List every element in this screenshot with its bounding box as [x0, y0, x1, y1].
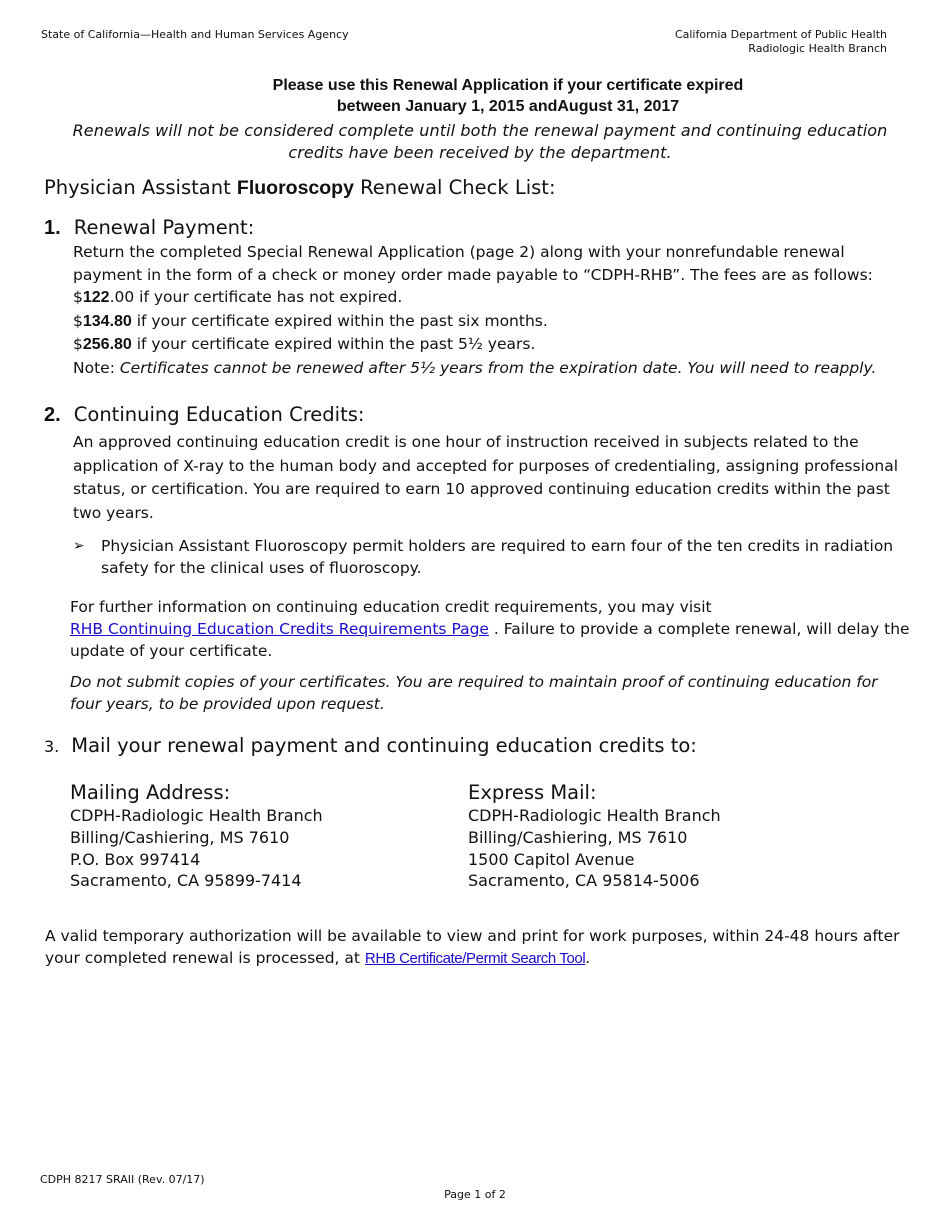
address-line: Sacramento, CA 95899-7414	[70, 871, 302, 891]
title-bold: Fluoroscopy	[236, 177, 354, 199]
section-1-title: Renewal Payment:	[73, 216, 255, 239]
fee-dollar: $	[73, 288, 83, 306]
fee-line	[73, 286, 913, 310]
further-info	[70, 596, 910, 662]
fee-line	[73, 333, 913, 357]
address-line: Sacramento, CA 95814-5006	[468, 871, 700, 891]
section-3-title: Mail your renewal payment and continuing education credits to:	[71, 734, 697, 757]
banner-line-1: Please use this Renewal Application if your certificate expired	[272, 77, 744, 94]
fee-line	[73, 310, 913, 334]
fee-amount: 134.80	[82, 312, 132, 330]
further-info-after: . Failure to provide a complete renewal, will delay the update of your certificate.	[70, 620, 910, 660]
permit-search-link[interactable]: RHB Certificate/Permit Search Tool	[364, 950, 586, 967]
fee-amount: 256.80	[82, 336, 132, 353]
section-2-body: An approved continuing education credit is one hour of instruction received in subjects related to the application of X-ray to the human body and accepted for purposes of credentialing, assigning professional status, or certification. You are required to earn 10 approved continuing education credits within the past two years.	[73, 433, 899, 522]
temp-text: A valid temporary authorization will be available to view and print for work purposes, within 24-48 hours after your completed renewal is processed, at	[45, 927, 900, 967]
form-number: CDPH 8217 SRAII (Rev. 07/17)	[40, 1173, 205, 1186]
agency-header: State of California—Health and Human Services Agency	[41, 28, 349, 41]
section-3-heading	[44, 733, 697, 760]
fee-text: if your certificate expired within the past six months.	[131, 311, 548, 330]
banner-line-2: between January 1, 2015 andAugust 31, 2017	[336, 98, 680, 115]
address-line: P.O. Box 997414	[70, 849, 201, 869]
address-line: 1500 Capitol Avenue	[468, 849, 635, 869]
title-suffix: Renewal Check List:	[353, 176, 556, 199]
express-mail-heading: Express Mail:	[468, 781, 597, 804]
bullet-text: Physician Assistant Fluoroscopy permit holders are required to earn four of the ten credits in radiation safety for the clinical uses of fluoroscopy.	[101, 537, 894, 577]
section-2-number: 2.	[44, 404, 61, 426]
ce-requirements-link[interactable]: RHB Continuing Education Credits Requirements Page	[70, 620, 489, 638]
section-2-title: Continuing Education Credits:	[73, 403, 365, 426]
department-name: California Department of Public Health	[674, 28, 887, 41]
fee-amount: 122	[82, 289, 110, 306]
fee-dollar: $	[73, 335, 83, 353]
temp-after: .	[585, 949, 591, 967]
express-mail-address	[468, 781, 848, 892]
payment-intro: Return the completed Special Renewal Application (page 2) along with your nonrefundable renewal payment in the form of a check or money order made payable to “CDPH-RHB”. The fees are as follows:	[73, 243, 873, 284]
completion-notice: Renewals will not be considered complete until both the renewal payment and continuing education credits have been received by the department.	[72, 121, 888, 162]
section-1-heading	[44, 214, 254, 243]
section-2-heading	[44, 401, 364, 430]
temporary-authorization	[45, 925, 915, 970]
further-info-rest	[70, 618, 910, 662]
address-line: Billing/Cashiering, MS 7610	[468, 827, 688, 847]
address-line: Billing/Cashiering, MS 7610	[70, 827, 290, 847]
address-line: CDPH-Radiologic Health Branch	[70, 806, 323, 825]
section-3-number: 3.	[44, 737, 60, 756]
mailing-address-heading: Mailing Address:	[70, 781, 231, 804]
arrow-bullet-icon: ➢	[73, 538, 85, 554]
fee-text: if your certificate has not expired.	[134, 288, 403, 306]
title-prefix: Physician Assistant	[44, 176, 237, 199]
further-info-intro: For further information on continuing education credit requirements, you may visit	[70, 598, 712, 616]
section-1-body	[73, 241, 913, 379]
department-header	[675, 28, 887, 56]
note-text: Certificates cannot be renewed after 5½ years from the expiration date. You will need to reapply.	[119, 358, 877, 377]
page-number: Page 1 of 2	[444, 1188, 506, 1201]
fee-dollar: $	[73, 311, 83, 330]
page-title	[44, 174, 556, 202]
renewal-note	[73, 357, 913, 380]
branch-name: Radiologic Health Branch	[748, 42, 887, 55]
fee-cents: .00	[109, 288, 135, 306]
address-line: CDPH-Radiologic Health Branch	[468, 806, 721, 825]
mailing-address	[70, 781, 450, 892]
note-label: Note:	[73, 358, 120, 377]
proof-retention-notice: Do not submit copies of your certificates. You are required to maintain proof of continuing education for four years, to be provided upon request.	[70, 673, 878, 713]
section-1-number: 1.	[44, 217, 61, 239]
fee-text: if your certificate expired within the past 5½ years.	[131, 335, 536, 353]
